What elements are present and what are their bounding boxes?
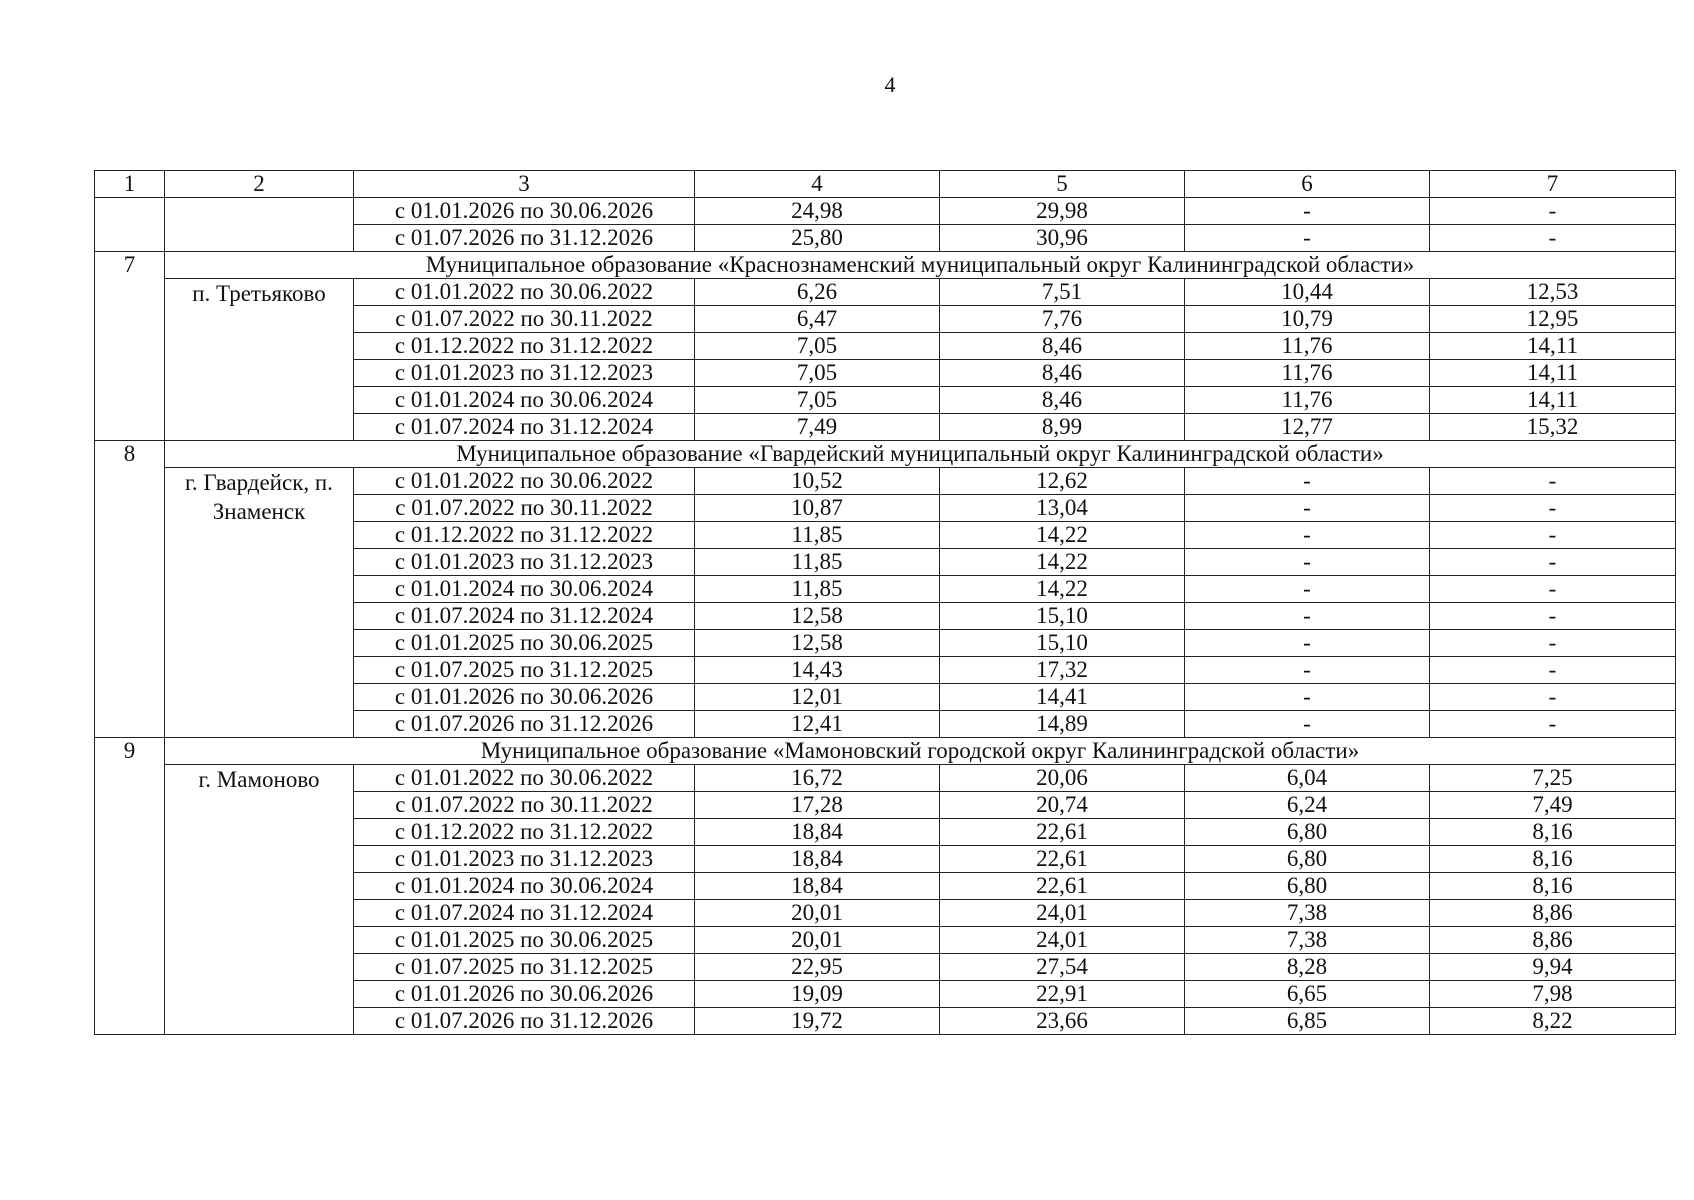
value-cell-col5: 8,46 (940, 360, 1185, 387)
value-cell-col7: 8,86 (1430, 900, 1676, 927)
value-cell-col5: 7,76 (940, 306, 1185, 333)
value-cell-col7: 7,49 (1430, 792, 1676, 819)
table-row (95, 765, 1676, 792)
value-cell-col6: 6,80 (1185, 873, 1430, 900)
value-cell-col4: 12,01 (695, 684, 940, 711)
locality-cell: п. Третьяково (165, 279, 354, 441)
value-cell-col4: 7,05 (695, 387, 940, 414)
column-header: 3 (354, 171, 695, 198)
value-cell-col7: 7,98 (1430, 981, 1676, 1008)
column-header: 1 (95, 171, 165, 198)
value-cell-col5: 22,61 (940, 846, 1185, 873)
group-title-cell: Муниципальное образование «Гвардейский муниципальный округ Калининградской области» (165, 441, 1676, 468)
value-cell-col5: 15,10 (940, 630, 1185, 657)
value-cell-col7: - (1430, 630, 1676, 657)
period-cell: с 01.12.2022 по 31.12.2022 (354, 333, 695, 360)
value-cell-col6: 8,28 (1185, 954, 1430, 981)
value-cell-col6: 7,38 (1185, 900, 1430, 927)
value-cell-col7: - (1430, 198, 1676, 225)
value-cell-col5: 30,96 (940, 225, 1185, 252)
value-cell-col6: - (1185, 225, 1430, 252)
value-cell-col4: 22,95 (695, 954, 940, 981)
value-cell-col6: 11,76 (1185, 387, 1430, 414)
value-cell-col4: 11,85 (695, 576, 940, 603)
value-cell-col4: 11,85 (695, 549, 940, 576)
table-row (95, 468, 1676, 495)
column-header: 4 (695, 171, 940, 198)
value-cell-col7: - (1430, 468, 1676, 495)
period-cell: с 01.07.2025 по 31.12.2025 (354, 954, 695, 981)
value-cell-col7: - (1430, 684, 1676, 711)
column-header: 6 (1185, 171, 1430, 198)
value-cell-col4: 6,47 (695, 306, 940, 333)
value-cell-col4: 20,01 (695, 900, 940, 927)
value-cell-col4: 6,26 (695, 279, 940, 306)
page-number: 4 (884, 72, 896, 97)
value-cell-col4: 7,05 (695, 333, 940, 360)
period-cell: с 01.01.2024 по 30.06.2024 (354, 873, 695, 900)
value-cell-col5: 27,54 (940, 954, 1185, 981)
group-number-cell: 8 (95, 441, 165, 738)
value-cell-col7: - (1430, 603, 1676, 630)
value-cell-col6: 6,85 (1185, 1008, 1430, 1035)
value-cell-col6: 11,76 (1185, 360, 1430, 387)
value-cell-col7: 15,32 (1430, 414, 1676, 441)
value-cell-col4: 7,49 (695, 414, 940, 441)
value-cell-col5: 14,89 (940, 711, 1185, 738)
period-cell: с 01.07.2022 по 30.11.2022 (354, 792, 695, 819)
period-cell: с 01.01.2022 по 30.06.2022 (354, 468, 695, 495)
period-cell: с 01.01.2023 по 31.12.2023 (354, 360, 695, 387)
value-cell-col6: - (1185, 495, 1430, 522)
value-cell-col5: 8,46 (940, 387, 1185, 414)
period-cell: с 01.07.2024 по 31.12.2024 (354, 414, 695, 441)
column-header-row (95, 171, 1676, 198)
value-cell-col5: 23,66 (940, 1008, 1185, 1035)
value-cell-col5: 22,61 (940, 819, 1185, 846)
value-cell-col6: - (1185, 657, 1430, 684)
locality-cell (165, 198, 354, 252)
period-cell: с 01.12.2022 по 31.12.2022 (354, 522, 695, 549)
value-cell-col5: 13,04 (940, 495, 1185, 522)
value-cell-col5: 14,22 (940, 576, 1185, 603)
period-cell: с 01.07.2022 по 30.11.2022 (354, 495, 695, 522)
value-cell-col7: - (1430, 225, 1676, 252)
value-cell-col6: 6,24 (1185, 792, 1430, 819)
period-cell: с 01.12.2022 по 31.12.2022 (354, 819, 695, 846)
group-title-row (95, 441, 1676, 468)
period-cell: с 01.01.2026 по 30.06.2026 (354, 198, 695, 225)
value-cell-col4: 18,84 (695, 846, 940, 873)
period-cell: с 01.01.2022 по 30.06.2022 (354, 279, 695, 306)
value-cell-col7: 14,11 (1430, 333, 1676, 360)
value-cell-col4: 25,80 (695, 225, 940, 252)
value-cell-col6: 11,76 (1185, 333, 1430, 360)
value-cell-col7: - (1430, 549, 1676, 576)
value-cell-col7: 9,94 (1430, 954, 1676, 981)
column-header: 2 (165, 171, 354, 198)
value-cell-col6: 7,38 (1185, 927, 1430, 954)
value-cell-col6: 12,77 (1185, 414, 1430, 441)
tariff-table (94, 170, 1676, 1035)
period-cell: с 01.07.2025 по 31.12.2025 (354, 657, 695, 684)
group-number-cell: 9 (95, 738, 165, 1035)
period-cell: с 01.01.2023 по 31.12.2023 (354, 846, 695, 873)
value-cell-col7: 14,11 (1430, 360, 1676, 387)
value-cell-col6: 6,65 (1185, 981, 1430, 1008)
value-cell-col4: 18,84 (695, 873, 940, 900)
value-cell-col7: 7,25 (1430, 765, 1676, 792)
value-cell-col7: - (1430, 522, 1676, 549)
value-cell-col4: 10,87 (695, 495, 940, 522)
value-cell-col4: 12,41 (695, 711, 940, 738)
value-cell-col5: 24,01 (940, 927, 1185, 954)
value-cell-col5: 14,22 (940, 549, 1185, 576)
value-cell-col4: 16,72 (695, 765, 940, 792)
period-cell: с 01.01.2025 по 30.06.2025 (354, 630, 695, 657)
value-cell-col6: - (1185, 603, 1430, 630)
value-cell-col7: 8,16 (1430, 846, 1676, 873)
value-cell-col7: 14,11 (1430, 387, 1676, 414)
value-cell-col4: 10,52 (695, 468, 940, 495)
value-cell-col7: - (1430, 576, 1676, 603)
value-cell-col6: - (1185, 468, 1430, 495)
value-cell-col6: 6,04 (1185, 765, 1430, 792)
group-title-cell: Муниципальное образование «Мамоновский городской округ Калининградской области» (165, 738, 1676, 765)
period-cell: с 01.01.2022 по 30.06.2022 (354, 765, 695, 792)
table-row (95, 279, 1676, 306)
value-cell-col6: - (1185, 522, 1430, 549)
value-cell-col4: 7,05 (695, 360, 940, 387)
value-cell-col5: 14,22 (940, 522, 1185, 549)
value-cell-col7: 8,16 (1430, 819, 1676, 846)
value-cell-col7: 12,53 (1430, 279, 1676, 306)
value-cell-col5: 17,32 (940, 657, 1185, 684)
value-cell-col6: - (1185, 630, 1430, 657)
value-cell-col6: 10,44 (1185, 279, 1430, 306)
period-cell: с 01.07.2024 по 31.12.2024 (354, 900, 695, 927)
value-cell-col4: 12,58 (695, 630, 940, 657)
value-cell-col7: - (1430, 495, 1676, 522)
period-cell: с 01.07.2022 по 30.11.2022 (354, 306, 695, 333)
locality-cell: г. Гвардейск, п. Знаменск (165, 468, 354, 738)
value-cell-col6: 6,80 (1185, 846, 1430, 873)
value-cell-col4: 11,85 (695, 522, 940, 549)
row-number-cell (95, 198, 165, 252)
value-cell-col5: 8,46 (940, 333, 1185, 360)
period-cell: с 01.01.2024 по 30.06.2024 (354, 576, 695, 603)
period-cell: с 01.07.2026 по 31.12.2026 (354, 225, 695, 252)
value-cell-col5: 22,61 (940, 873, 1185, 900)
table-row (95, 198, 1676, 225)
value-cell-col4: 19,72 (695, 1008, 940, 1035)
column-header: 5 (940, 171, 1185, 198)
value-cell-col4: 19,09 (695, 981, 940, 1008)
value-cell-col6: - (1185, 198, 1430, 225)
period-cell: с 01.01.2023 по 31.12.2023 (354, 549, 695, 576)
value-cell-col5: 8,99 (940, 414, 1185, 441)
value-cell-col4: 14,43 (695, 657, 940, 684)
value-cell-col5: 14,41 (940, 684, 1185, 711)
value-cell-col4: 17,28 (695, 792, 940, 819)
value-cell-col6: - (1185, 576, 1430, 603)
value-cell-col5: 22,91 (940, 981, 1185, 1008)
value-cell-col6: 6,80 (1185, 819, 1430, 846)
value-cell-col7: - (1430, 657, 1676, 684)
value-cell-col4: 20,01 (695, 927, 940, 954)
value-cell-col6: - (1185, 711, 1430, 738)
value-cell-col5: 7,51 (940, 279, 1185, 306)
group-title-row (95, 252, 1676, 279)
value-cell-col7: 12,95 (1430, 306, 1676, 333)
value-cell-col7: 8,22 (1430, 1008, 1676, 1035)
value-cell-col5: 24,01 (940, 900, 1185, 927)
value-cell-col7: 8,16 (1430, 873, 1676, 900)
period-cell: с 01.01.2025 по 30.06.2025 (354, 927, 695, 954)
value-cell-col5: 12,62 (940, 468, 1185, 495)
tariff-table-body (95, 171, 1676, 1035)
value-cell-col5: 29,98 (940, 198, 1185, 225)
period-cell: с 01.01.2026 по 30.06.2026 (354, 981, 695, 1008)
value-cell-col5: 20,06 (940, 765, 1185, 792)
locality-cell: г. Мамоново (165, 765, 354, 1035)
column-header: 7 (1430, 171, 1676, 198)
period-cell: с 01.01.2024 по 30.06.2024 (354, 387, 695, 414)
period-cell: с 01.07.2026 по 31.12.2026 (354, 1008, 695, 1035)
value-cell-col4: 12,58 (695, 603, 940, 630)
value-cell-col7: 8,86 (1430, 927, 1676, 954)
value-cell-col7: - (1430, 711, 1676, 738)
group-title-row (95, 738, 1676, 765)
value-cell-col4: 18,84 (695, 819, 940, 846)
value-cell-col6: - (1185, 549, 1430, 576)
group-title-cell: Муниципальное образование «Краснознаменский муниципальный округ Калининградской области» (165, 252, 1676, 279)
period-cell: с 01.01.2026 по 30.06.2026 (354, 684, 695, 711)
value-cell-col4: 24,98 (695, 198, 940, 225)
value-cell-col5: 20,74 (940, 792, 1185, 819)
value-cell-col5: 15,10 (940, 603, 1185, 630)
period-cell: с 01.07.2026 по 31.12.2026 (354, 711, 695, 738)
value-cell-col6: 10,79 (1185, 306, 1430, 333)
period-cell: с 01.07.2024 по 31.12.2024 (354, 603, 695, 630)
group-number-cell: 7 (95, 252, 165, 441)
value-cell-col6: - (1185, 684, 1430, 711)
